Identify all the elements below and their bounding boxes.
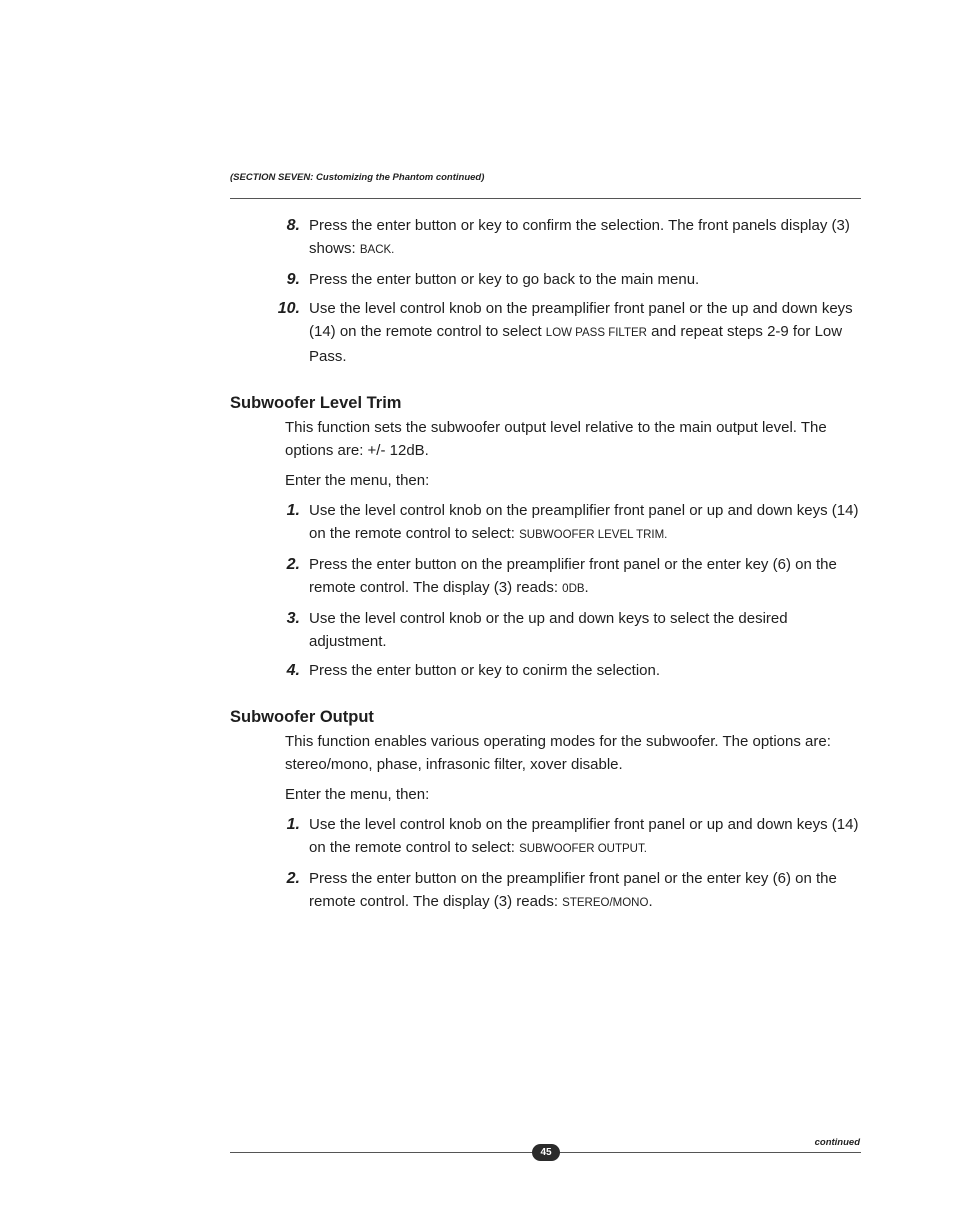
step-number: 10. <box>277 300 300 317</box>
step-text: Press the enter button on the preamplifier front panel or the enter key (6) on the remote control. The display (3) reads: <box>309 870 837 910</box>
list-item <box>230 297 862 368</box>
page-content <box>230 214 862 921</box>
step-number: 1. <box>286 502 300 519</box>
display-term: 0DB <box>562 583 585 595</box>
step-text: Use the level control knob on the preamplifier front panel or up and down keys (14) on the remote control to select: <box>309 816 859 856</box>
step-text: Use the level control knob on the preamplifier front panel or up and down keys (14) on the remote control to select: <box>309 502 859 542</box>
menu-instruction: Enter the menu, then: <box>285 472 430 489</box>
display-term: SUBWOOFER OUTPUT. <box>519 843 647 855</box>
display-term: SUBWOOFER LEVEL TRIM. <box>519 529 668 541</box>
step-number: 1. <box>286 816 300 833</box>
step-text: Press the enter button or key to go back to the main menu. <box>309 271 700 288</box>
step-text: Press the enter button or key to conirm the selection. <box>309 662 661 679</box>
step-number: 2. <box>286 556 300 573</box>
header-divider <box>230 198 861 199</box>
step-text-tail: . <box>648 893 653 910</box>
step-text-tail: . <box>584 579 589 596</box>
list-item <box>230 659 862 682</box>
display-term: BACK. <box>359 244 395 256</box>
list-item <box>230 268 862 291</box>
step-text: Press the enter button or key to confirm the selection. The front panels display (3) shows: <box>309 217 850 257</box>
list-item <box>230 867 862 915</box>
step-number: 4. <box>286 662 300 679</box>
list-item <box>230 813 862 861</box>
list-item <box>230 499 862 547</box>
step-number: 3. <box>286 610 300 627</box>
list-item <box>230 607 862 653</box>
section-intro: This function sets the subwoofer output level relative to the main output level. The options are: +/- 12dB. <box>285 419 827 459</box>
running-header: (SECTION SEVEN: Customizing the Phantom continued) <box>230 172 485 183</box>
step-text-tail: and repeat steps 2-9 for Low Pass. <box>309 323 843 365</box>
list-item <box>230 214 862 262</box>
display-term: STEREO/MONO <box>562 897 649 909</box>
step-text: Press the enter button on the preamplifier front panel or the enter key (6) on the remote control. The display (3) reads: <box>309 556 837 596</box>
step-number: 2. <box>286 870 300 887</box>
step-number: 9. <box>286 271 300 288</box>
menu-instruction: Enter the menu, then: <box>285 786 430 803</box>
section-heading: Subwoofer Output <box>230 708 374 726</box>
step-number: 8. <box>286 217 300 234</box>
step-text: Use the level control knob on the preamplifier front panel or the up and down keys (14) on the remote control to select <box>309 300 853 340</box>
list-item <box>230 553 862 601</box>
display-term: LOW PASS FILTER <box>545 327 647 339</box>
page-number-badge: 45 <box>532 1144 560 1161</box>
section-heading: Subwoofer Level Trim <box>230 394 402 412</box>
step-text: Use the level control knob or the up and down keys to select the desired adjustment. <box>309 610 788 650</box>
continued-label: continued <box>814 1137 860 1148</box>
section-intro: This function enables various operating modes for the subwoofer. The options are: stereo/mono, phase, infrasonic filter, xover disable. <box>285 733 831 773</box>
